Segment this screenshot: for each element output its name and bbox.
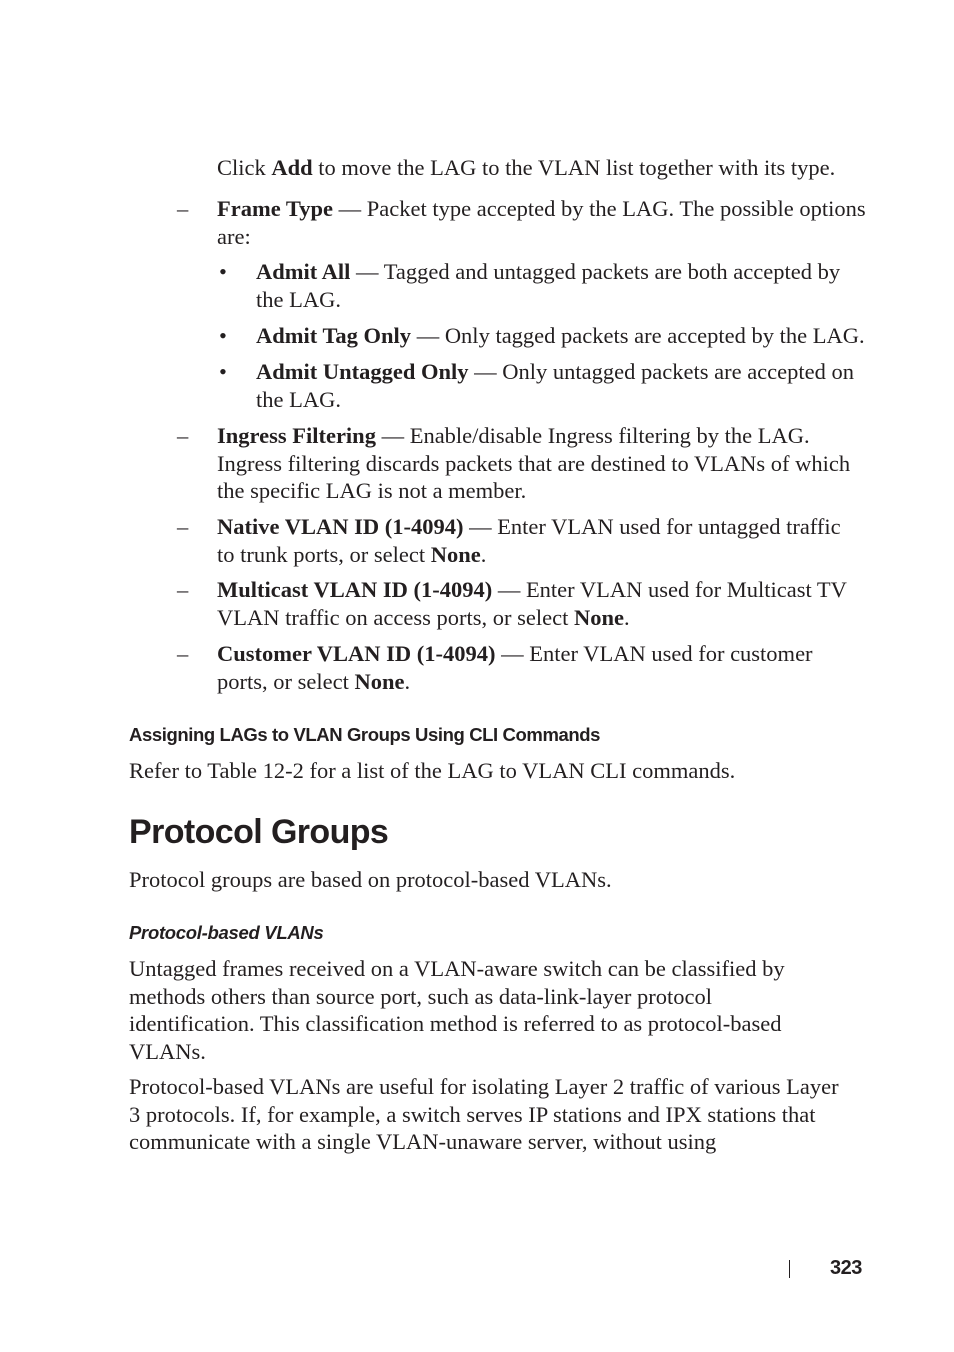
cli-commands-text: Refer to Table 12-2 for a list of the LAG to VLAN CLI commands. — [129, 758, 736, 783]
paragraph-line: 3 protocols. If, for example, a switch serves IP stations and IPX stations that — [129, 1101, 816, 1127]
option-admit-all — [256, 258, 840, 313]
customer-vlan-term: Customer VLAN ID (1-4094) — [217, 641, 496, 666]
dash-marker: – — [177, 641, 189, 666]
paragraph-line: Untagged frames received on a VLAN-aware switch can be classified by — [129, 956, 785, 981]
period: . — [480, 541, 487, 567]
bullet-marker: • — [219, 323, 227, 348]
frame-type-term: Frame Type — [217, 196, 334, 221]
customer-vlan-item — [217, 640, 813, 695]
page-number-divider — [789, 1260, 790, 1278]
none-term: None — [354, 668, 405, 694]
option-admit-untagged-only — [256, 358, 854, 413]
customer-vlan-desc-cont: ports, or select — [217, 668, 355, 694]
multicast-vlan-desc-cont: VLAN traffic on access ports, or select — [217, 604, 574, 630]
cli-commands-heading: Assigning LAGs to VLAN Groups Using CLI Commands — [129, 724, 601, 745]
section-title: Protocol Groups — [129, 813, 389, 851]
paragraph-line: Protocol-based VLANs are useful for isolating Layer 2 traffic of various Layer — [129, 1074, 839, 1099]
option-desc: — Tagged and untagged packets are both accepted by — [350, 259, 841, 284]
ingress-term: Ingress Filtering — [217, 423, 376, 448]
add-term: Add — [271, 155, 313, 180]
section-intro: Protocol groups are based on protocol-based VLANs. — [129, 867, 612, 892]
dash-marker: – — [177, 577, 189, 602]
subsection-title: Protocol-based VLANs — [129, 922, 324, 943]
dash-marker: – — [177, 196, 189, 221]
native-vlan-item — [217, 513, 841, 568]
page-number: 323 — [830, 1257, 862, 1279]
native-vlan-desc-cont: to trunk ports, or select — [217, 541, 431, 567]
option-term: Admit All — [256, 259, 351, 284]
customer-vlan-desc: — Enter VLAN used for customer — [495, 641, 813, 666]
none-term: None — [573, 604, 624, 630]
option-desc: — Only untagged packets are accepted on — [468, 359, 854, 384]
paragraph-line: communicate with a single VLAN-unaware server, without using — [129, 1129, 717, 1154]
dash-marker: – — [177, 423, 189, 448]
paragraph-1 — [129, 955, 785, 1065]
paragraph-2 — [129, 1073, 839, 1156]
option-admit-tag-only — [256, 322, 865, 350]
period: . — [404, 668, 411, 694]
none-term: None — [430, 541, 481, 567]
multicast-vlan-desc: — Enter VLAN used for Multicast TV — [492, 577, 847, 602]
multicast-vlan-item — [217, 576, 847, 631]
frame-type-desc: — Packet type accepted by the LAG. The possible options — [333, 196, 866, 221]
option-desc: — Only tagged packets are accepted by the LAG. — [411, 323, 865, 348]
intro-line — [217, 154, 835, 182]
ingress-desc-cont: Ingress filtering discards packets that are destined to VLANs of which — [217, 450, 851, 476]
ingress-filtering-item — [217, 422, 850, 505]
paragraph-line: identification. This classification method is referred to as protocol-based — [129, 1011, 782, 1036]
period: . — [623, 604, 630, 630]
ingress-desc-cont2: the specific LAG is not a member. — [217, 478, 527, 503]
multicast-vlan-term: Multicast VLAN ID (1-4094) — [217, 577, 493, 602]
option-term: Admit Tag Only — [256, 323, 412, 348]
paragraph-line: methods others than source port, such as data-link-layer protocol — [129, 983, 712, 1009]
dash-marker: – — [177, 514, 189, 539]
ingress-desc: — Enable/disable Ingress filtering by the LAG. — [375, 423, 810, 448]
bullet-marker: • — [219, 259, 227, 284]
option-desc-cont: the LAG. — [256, 386, 341, 412]
intro-text: Click — [217, 155, 272, 180]
bullet-marker: • — [219, 359, 227, 384]
intro-text-end: to move the LAG to the VLAN list together with its type. — [312, 155, 836, 180]
option-desc-cont: the LAG. — [256, 286, 341, 312]
option-term: Admit Untagged Only — [256, 359, 469, 384]
frame-type-item — [217, 195, 866, 250]
native-vlan-term: Native VLAN ID (1-4094) — [217, 514, 464, 539]
native-vlan-desc: — Enter VLAN used for untagged traffic — [463, 514, 841, 539]
frame-type-desc-cont: are: — [217, 223, 251, 249]
paragraph-line: VLANs. — [129, 1038, 206, 1064]
